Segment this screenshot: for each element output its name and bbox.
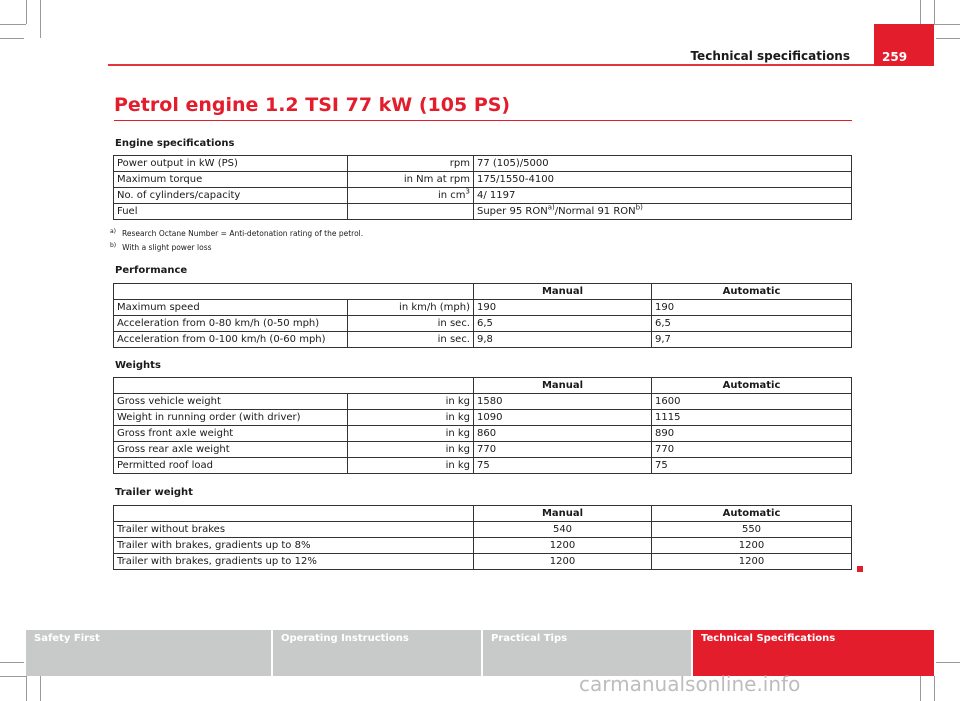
fuel-value-b: /Normal 91 RON xyxy=(554,206,636,217)
footer-tab-technical-specifications[interactable] xyxy=(693,630,934,676)
watermark: carmanualsonline.info xyxy=(579,672,801,696)
row-label: Power output in kW (PS) xyxy=(114,156,348,172)
row-value: 175/1550-4100 xyxy=(474,172,852,188)
row-value: 4/ 1197 xyxy=(474,188,852,204)
row-unit: in km/h (mph) xyxy=(348,300,474,316)
row-unit: in sec. xyxy=(348,316,474,332)
manual-value: 1200 xyxy=(474,554,652,570)
weights-heading: Weights xyxy=(115,360,161,371)
section-end-marker xyxy=(857,566,863,572)
column-header-manual: Manual xyxy=(474,506,652,522)
table-row xyxy=(114,172,852,188)
row-label: Weight in running order (with driver) xyxy=(114,410,348,426)
crop-mark xyxy=(934,0,935,24)
footnote-mark: b) xyxy=(110,241,117,249)
row-unit: in Nm at rpm xyxy=(348,172,474,188)
automatic-value: 6,5 xyxy=(652,316,852,332)
table-row xyxy=(114,410,852,426)
title-rule xyxy=(114,120,852,121)
footnote-ref: b) xyxy=(635,203,643,212)
page-number-box xyxy=(874,24,934,66)
manual-value: 1580 xyxy=(474,394,652,410)
row-label: Trailer without brakes xyxy=(114,522,474,538)
table-row xyxy=(114,522,852,538)
row-label: Fuel xyxy=(114,204,348,220)
manual-value: 860 xyxy=(474,426,652,442)
table-row xyxy=(114,554,852,570)
footer-tab-label: Safety First xyxy=(34,633,100,644)
row-unit: in kg xyxy=(348,394,474,410)
table-row xyxy=(114,442,852,458)
row-unit xyxy=(348,204,474,220)
row-label: Trailer with brakes, gradients up to 8% xyxy=(114,538,474,554)
automatic-value: 550 xyxy=(652,522,852,538)
row-unit xyxy=(348,188,474,204)
row-value xyxy=(474,204,852,220)
crop-mark xyxy=(40,0,41,38)
header-empty-cell xyxy=(114,284,474,300)
row-unit: rpm xyxy=(348,156,474,172)
engine-heading: Engine specifications xyxy=(115,138,235,149)
footnote-ref: a) xyxy=(547,203,555,212)
crop-mark xyxy=(934,676,935,701)
row-unit: in kg xyxy=(348,458,474,474)
crop-mark xyxy=(0,676,26,677)
table-row xyxy=(114,394,852,410)
footer-tab-label: Technical Specifications xyxy=(701,633,836,644)
table-header-row xyxy=(114,378,852,394)
table-row xyxy=(114,538,852,554)
unit-superscript: 3 xyxy=(465,187,470,196)
row-label: Maximum speed xyxy=(114,300,348,316)
footer-tab-safety-first[interactable] xyxy=(26,630,271,676)
row-label: Maximum torque xyxy=(114,172,348,188)
running-header: Technical specifications xyxy=(690,49,850,63)
unit-text: in cm xyxy=(437,190,466,201)
crop-mark xyxy=(26,676,27,701)
footnote-mark: a) xyxy=(110,227,117,235)
header-rule xyxy=(108,64,934,66)
weights-table xyxy=(113,377,852,474)
row-label: Permitted roof load xyxy=(114,458,348,474)
manual-value: 770 xyxy=(474,442,652,458)
performance-heading: Performance xyxy=(115,265,188,276)
table-row xyxy=(114,188,852,204)
row-label: Acceleration from 0-100 km/h (0-60 mph) xyxy=(114,332,348,348)
crop-mark xyxy=(0,24,26,25)
page-title: Petrol engine 1.2 TSI 77 kW (105 PS) xyxy=(114,94,511,116)
automatic-value: 1115 xyxy=(652,410,852,426)
row-value: 77 (105)/5000 xyxy=(474,156,852,172)
column-header-manual: Manual xyxy=(474,378,652,394)
performance-table xyxy=(113,283,852,348)
crop-mark xyxy=(936,662,960,663)
table-header-row xyxy=(114,506,852,522)
header-empty-cell xyxy=(114,378,474,394)
automatic-value: 9,7 xyxy=(652,332,852,348)
column-header-automatic: Automatic xyxy=(652,284,852,300)
table-row xyxy=(114,300,852,316)
crop-mark xyxy=(0,38,24,39)
crop-mark xyxy=(26,0,27,24)
row-label: Acceleration from 0-80 km/h (0-50 mph) xyxy=(114,316,348,332)
footnote-text: Research Octane Number = Anti-detonation rating of the petrol. xyxy=(122,229,364,238)
page-number: 259 xyxy=(882,50,908,64)
row-label: Gross rear axle weight xyxy=(114,442,348,458)
table-row xyxy=(114,458,852,474)
column-header-automatic: Automatic xyxy=(652,378,852,394)
row-label: No. of cylinders/capacity xyxy=(114,188,348,204)
trailer-table xyxy=(113,505,852,570)
footer-tab-label: Operating Instructions xyxy=(281,633,409,644)
table-header-row xyxy=(114,284,852,300)
manual-value: 1090 xyxy=(474,410,652,426)
crop-mark xyxy=(0,662,24,663)
manual-value: 6,5 xyxy=(474,316,652,332)
table-row xyxy=(114,426,852,442)
engine-table xyxy=(113,155,852,220)
crop-mark xyxy=(934,24,960,25)
row-unit: in kg xyxy=(348,426,474,442)
automatic-value: 1600 xyxy=(652,394,852,410)
manual-value: 1200 xyxy=(474,538,652,554)
column-header-automatic: Automatic xyxy=(652,506,852,522)
footer-tab-label: Practical Tips xyxy=(491,633,568,644)
row-label: Gross front axle weight xyxy=(114,426,348,442)
table-row xyxy=(114,332,852,348)
manual-value: 540 xyxy=(474,522,652,538)
automatic-value: 1200 xyxy=(652,554,852,570)
table-row xyxy=(114,204,852,220)
automatic-value: 190 xyxy=(652,300,852,316)
table-row xyxy=(114,316,852,332)
manual-value: 9,8 xyxy=(474,332,652,348)
automatic-value: 75 xyxy=(652,458,852,474)
footer-tab-operating-instructions[interactable] xyxy=(273,630,481,676)
fuel-value-a: Super 95 RON xyxy=(477,206,548,217)
row-unit: in kg xyxy=(348,442,474,458)
footnote xyxy=(110,229,363,238)
row-label: Gross vehicle weight xyxy=(114,394,348,410)
column-header-manual: Manual xyxy=(474,284,652,300)
manual-value: 75 xyxy=(474,458,652,474)
automatic-value: 1200 xyxy=(652,538,852,554)
footnote-text: With a slight power loss xyxy=(122,243,212,252)
trailer-heading: Trailer weight xyxy=(115,487,193,498)
table-row xyxy=(114,156,852,172)
footnote xyxy=(110,243,212,252)
footer-tab-practical-tips[interactable] xyxy=(483,630,691,676)
row-unit: in kg xyxy=(348,410,474,426)
automatic-value: 770 xyxy=(652,442,852,458)
row-label: Trailer with brakes, gradients up to 12% xyxy=(114,554,474,570)
automatic-value: 890 xyxy=(652,426,852,442)
row-unit: in sec. xyxy=(348,332,474,348)
header-empty-cell xyxy=(114,506,474,522)
crop-mark xyxy=(936,38,960,39)
manual-value: 190 xyxy=(474,300,652,316)
